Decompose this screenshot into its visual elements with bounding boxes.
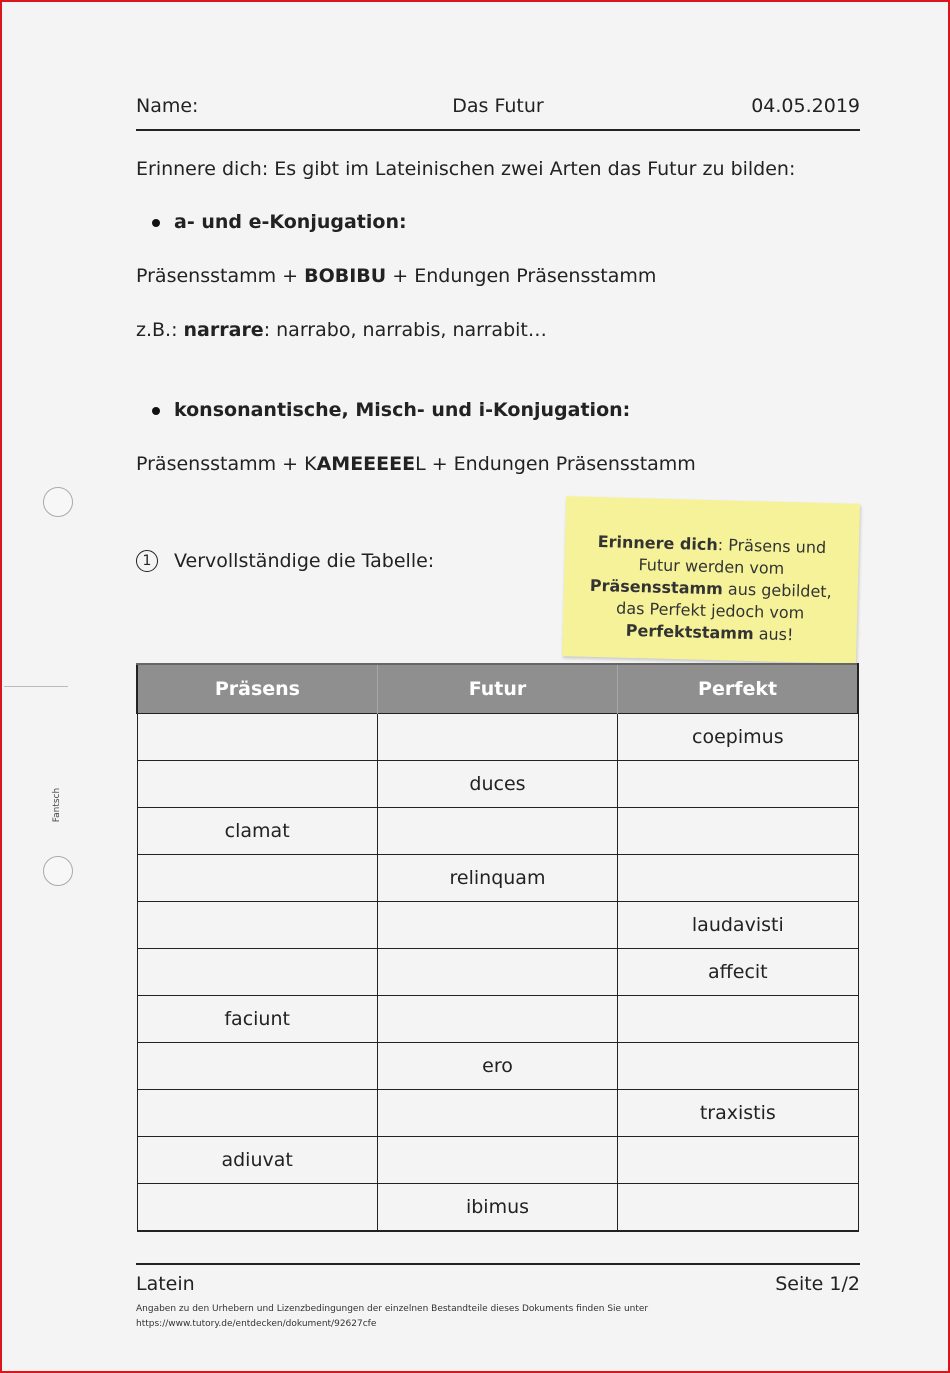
answer-cell xyxy=(618,1137,858,1184)
answer-cell xyxy=(618,1184,858,1232)
table-row xyxy=(137,714,858,761)
answer-cell xyxy=(137,1090,377,1137)
answer-cell xyxy=(377,996,617,1043)
fold-mark xyxy=(4,686,68,687)
document-title: Das Futur xyxy=(452,95,544,117)
table-header-row xyxy=(137,664,858,714)
note-text: aus! xyxy=(753,624,794,645)
formula-pre: Präsensstamm + K xyxy=(136,453,317,475)
section1-heading: a- und e-Konjugation: xyxy=(174,211,407,233)
answer-cell xyxy=(137,1043,377,1090)
section1-formula xyxy=(136,265,656,287)
answer-cell xyxy=(618,855,858,902)
formula-post: + Endungen Präsensstamm xyxy=(386,265,657,287)
table-cell: ero xyxy=(377,1043,617,1090)
answer-cell xyxy=(137,761,377,808)
task-number: 1 xyxy=(136,550,158,572)
table-row xyxy=(137,1137,858,1184)
table-cell: adiuvat xyxy=(137,1137,377,1184)
license-note: Angaben zu den Urhebern und Lizenzbedingungen der einzelnen Bestandteile dieses Dokuments finden Sie unter xyxy=(136,1304,649,1314)
table-row xyxy=(137,808,858,855)
answer-cell xyxy=(377,1090,617,1137)
punch-hole xyxy=(43,487,73,517)
answer-cell xyxy=(377,949,617,996)
formula-pre: Präsensstamm + xyxy=(136,265,305,287)
verb-table xyxy=(136,663,859,1232)
table-cell: relinquam xyxy=(377,855,617,902)
note-text: aus gebildet, das Perfekt jedoch vom xyxy=(615,579,832,623)
footer-rule xyxy=(136,1263,860,1265)
answer-cell xyxy=(137,714,377,761)
bullet-dot xyxy=(152,407,160,415)
table-row xyxy=(137,761,858,808)
example-pre: z.B.: xyxy=(136,319,184,341)
column-header: Futur xyxy=(377,664,617,714)
answer-cell xyxy=(377,808,617,855)
answer-cell xyxy=(618,1043,858,1090)
example-bold: narrare xyxy=(183,319,264,341)
answer-cell xyxy=(377,714,617,761)
table-row xyxy=(137,949,858,996)
note-bold: Erinnere dich xyxy=(597,532,719,555)
footer-subject: Latein xyxy=(136,1273,195,1295)
formula-bold: BOBIBU xyxy=(304,265,387,287)
answer-cell xyxy=(137,1184,377,1232)
table-cell: duces xyxy=(377,761,617,808)
table-cell: laudavisti xyxy=(618,902,858,949)
intro-text: Erinnere dich: Es gibt im Lateinischen zwei Arten das Futur zu bilden: xyxy=(136,158,796,180)
table-cell: coepimus xyxy=(618,714,858,761)
answer-cell xyxy=(618,761,858,808)
punch-hole xyxy=(43,856,73,886)
task-instruction: Vervollständige die Tabelle: xyxy=(174,550,435,572)
table-cell: clamat xyxy=(137,808,377,855)
formula-bold: AMEEEEE xyxy=(316,453,416,475)
note-bold: Perfektstamm xyxy=(625,620,754,644)
sticky-note xyxy=(562,496,860,664)
answer-cell xyxy=(377,1137,617,1184)
table-row xyxy=(137,1184,858,1232)
column-header: Präsens xyxy=(137,664,377,714)
table-cell: faciunt xyxy=(137,996,377,1043)
section2-heading: konsonantische, Misch- und i-Konjugation: xyxy=(174,399,631,421)
answer-cell xyxy=(618,996,858,1043)
answer-cell xyxy=(137,902,377,949)
name-label: Name: xyxy=(136,95,199,117)
table-cell: affecit xyxy=(618,949,858,996)
section1-example xyxy=(136,319,547,341)
footer-page-number: Seite 1/2 xyxy=(775,1273,860,1295)
note-text: : Präsens und Futur werden vom xyxy=(638,535,827,578)
table-row xyxy=(137,855,858,902)
side-label: Fantsch xyxy=(52,787,63,823)
page-header xyxy=(136,95,860,131)
table-cell: traxistis xyxy=(618,1090,858,1137)
note-bold: Präsensstamm xyxy=(589,575,724,599)
section2-formula xyxy=(136,453,696,475)
license-url: https://www.tutory.de/entdecken/dokument/92627cfe xyxy=(136,1319,377,1329)
document-date: 04.05.2019 xyxy=(751,95,860,117)
answer-cell xyxy=(618,808,858,855)
answer-cell xyxy=(137,949,377,996)
bullet-dot xyxy=(152,219,160,227)
table-cell: ibimus xyxy=(377,1184,617,1232)
formula-post: L + Endungen Präsensstamm xyxy=(415,453,696,475)
column-header: Perfekt xyxy=(618,664,858,714)
answer-cell xyxy=(377,902,617,949)
table-row xyxy=(137,902,858,949)
table-row xyxy=(137,1043,858,1090)
table-row xyxy=(137,1090,858,1137)
answer-cell xyxy=(137,855,377,902)
table-row xyxy=(137,996,858,1043)
example-post: : narrabo, narrabis, narrabit… xyxy=(263,319,547,341)
